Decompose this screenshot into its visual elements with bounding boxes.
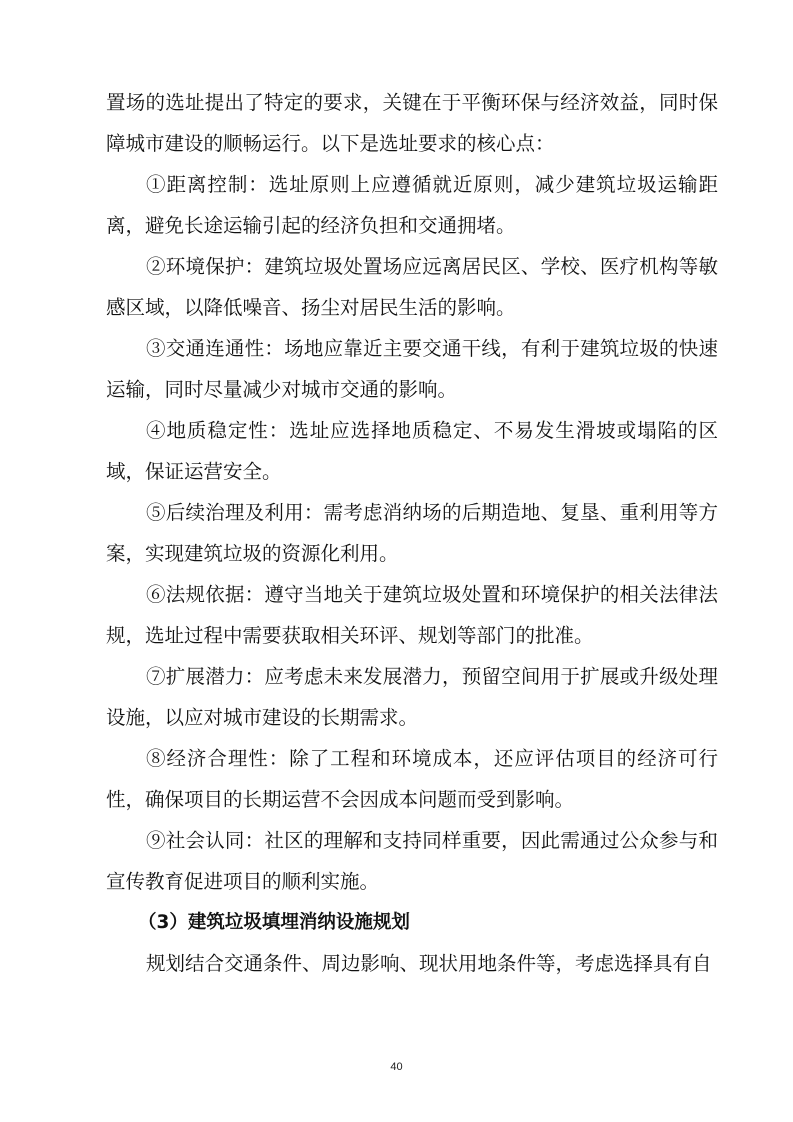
requirement-item-economy: ⑧经济合理性：除了工程和环境成本，还应评估项目的经济可行性，确保项目的长期运营不会因成本问题而受到影响。 (106, 747, 718, 811)
page-body (106, 82, 718, 984)
requirement-item-regulation: ⑥法规依据：遵守当地关于建筑垃圾处置和环境保护的相关法律法规，选址过程中需要获取相关环评、规划等部门的批准。 (106, 583, 718, 647)
requirement-item-reuse: ⑤后续治理及利用：需考虑消纳场的后期造地、复垦、重利用等方案，实现建筑垃圾的资源化利用。 (106, 501, 718, 565)
requirement-item-social: ⑨社会认同：社区的理解和支持同样重要，因此需通过公众参与和宣传教育促进项目的顺利实施。 (106, 829, 718, 893)
requirement-item-expansion: ⑦扩展潜力：应考虑未来发展潜力，预留空间用于扩展或升级处理设施，以应对城市建设的长期需求。 (106, 665, 718, 729)
page-number: 40 (390, 1061, 403, 1073)
requirement-item-distance: ①距离控制：选址原则上应遵循就近原则，减少建筑垃圾运输距离，避免长途运输引起的经济负担和交通拥堵。 (106, 173, 718, 237)
section-heading: （3）建筑垃圾填埋消纳设施规划 (138, 912, 410, 933)
requirement-item-geology: ④地质稳定性：选址应选择地质稳定、不易发生滑坡或塌陷的区域，保证运营安全。 (106, 419, 718, 483)
intro-paragraph: 置场的选址提出了特定的要求，关键在于平衡环保与经济效益，同时保障城市建设的顺畅运行。以下是选址要求的核心点： (106, 91, 718, 155)
requirement-item-environment: ②环境保护：建筑垃圾处置场应远离居民区、学校、医疗机构等敏感区域，以降低噪音、扬尘对居民生活的影响。 (106, 255, 718, 319)
closing-paragraph: 规划结合交通条件、周边影响、现状用地条件等，考虑选择具有自 (146, 952, 712, 975)
requirement-item-traffic: ③交通连通性：场地应靠近主要交通干线，有利于建筑垃圾的快速运输，同时尽量减少对城市交通的影响。 (106, 337, 718, 401)
